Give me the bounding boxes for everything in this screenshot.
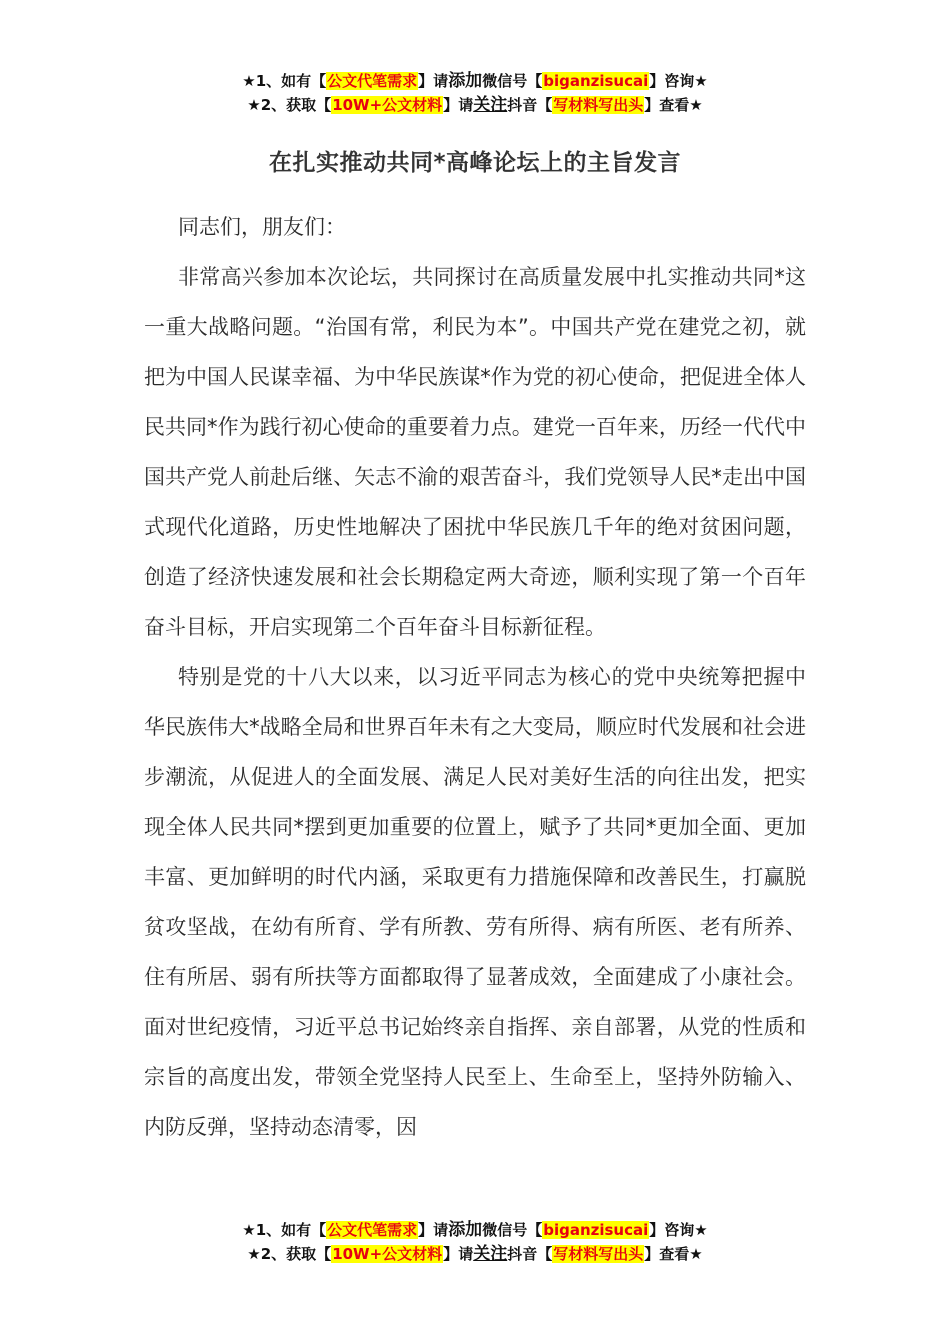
promo-highlight-douyin-account: 写材料写出头 (553, 96, 644, 114)
promo-highlight-service: 公文代笔需求 (327, 1221, 418, 1239)
promo-highlight-materials: 10W+公文材料 (332, 1245, 443, 1263)
promo-line-1: ★1、如有【公文代笔需求】请添加微信号【biganzisucai】咨询★ (242, 71, 708, 91)
promo-highlight-service: 公文代笔需求 (327, 72, 418, 90)
document-title: 在扎实推动共同*高峰论坛上的主旨发言 (268, 150, 682, 176)
promo-highlight-douyin-account: 写材料写出头 (553, 1245, 644, 1263)
document-body (144, 202, 806, 1152)
paragraph: 特别是党的十八大以来，以习近平同志为核心的党中央统筹把握中华民族伟大*战略全局和世界百年未有之大变局，顺应时代发展和社会进步潮流，从促进人的全面发展、满足人民对美好生活的向往出发，把实现全体人民共同*摆到更加重要的位置上，赋予了共同*更加全面、更加丰富、更加鲜明的时代内涵，采取更有力措施保障和改善民生，打赢脱贫攻坚战，在幼有所育、学有所教、劳有所得、病有所医、老有所养、住有所居、弱有所扶等方面都取得了显著成效，全面建成了小康社会。面对世纪疫情，习近平总书记始终亲自指挥、亲自部署，从党的性质和宗旨的高度出发，带领全党坚持人民至上、生命至上，坚持外防输入、内防反弹，坚持动态清零，因 (144, 665, 806, 1139)
greeting: 同志们，朋友们： (178, 215, 346, 239)
promo-highlight-materials: 10W+公文材料 (332, 96, 443, 114)
promo-line-2: ★2、获取【10W+公文材料】请关注抖音【写材料写出头】查看★ (247, 95, 703, 115)
paragraph: 非常高兴参加本次论坛，共同探讨在高质量发展中扎实推动共同*这一重大战略问题。“治国有常，利民为本”。中国共产党在建党之初，就把为中国人民谋幸福、为中华民族谋*作为党的初心使命，把促进全体人民共同*作为践行初心使命的重要着力点。建党一百年来，历经一代代中国共产党人前赴后继、矢志不渝的艰苦奋斗，我们党领导人民*走出中国式现代化道路，历史性地解决了困扰中华民族几千年的绝对贫困问题，创造了经济快速发展和社会长期稳定两大奇迹，顺利实现了第一个百年奋斗目标，开启实现第二个百年奋斗目标新征程。 (144, 265, 806, 639)
promo-banner-top (0, 69, 950, 117)
promo-line-1: ★1、如有【公文代笔需求】请添加微信号【biganzisucai】咨询★ (242, 1220, 708, 1240)
promo-line-2: ★2、获取【10W+公文材料】请关注抖音【写材料写出头】查看★ (247, 1244, 703, 1264)
promo-highlight-wechat-id: biganzisucai (543, 72, 649, 90)
promo-highlight-wechat-id: biganzisucai (543, 1221, 649, 1239)
promo-banner-bottom (0, 1218, 950, 1266)
